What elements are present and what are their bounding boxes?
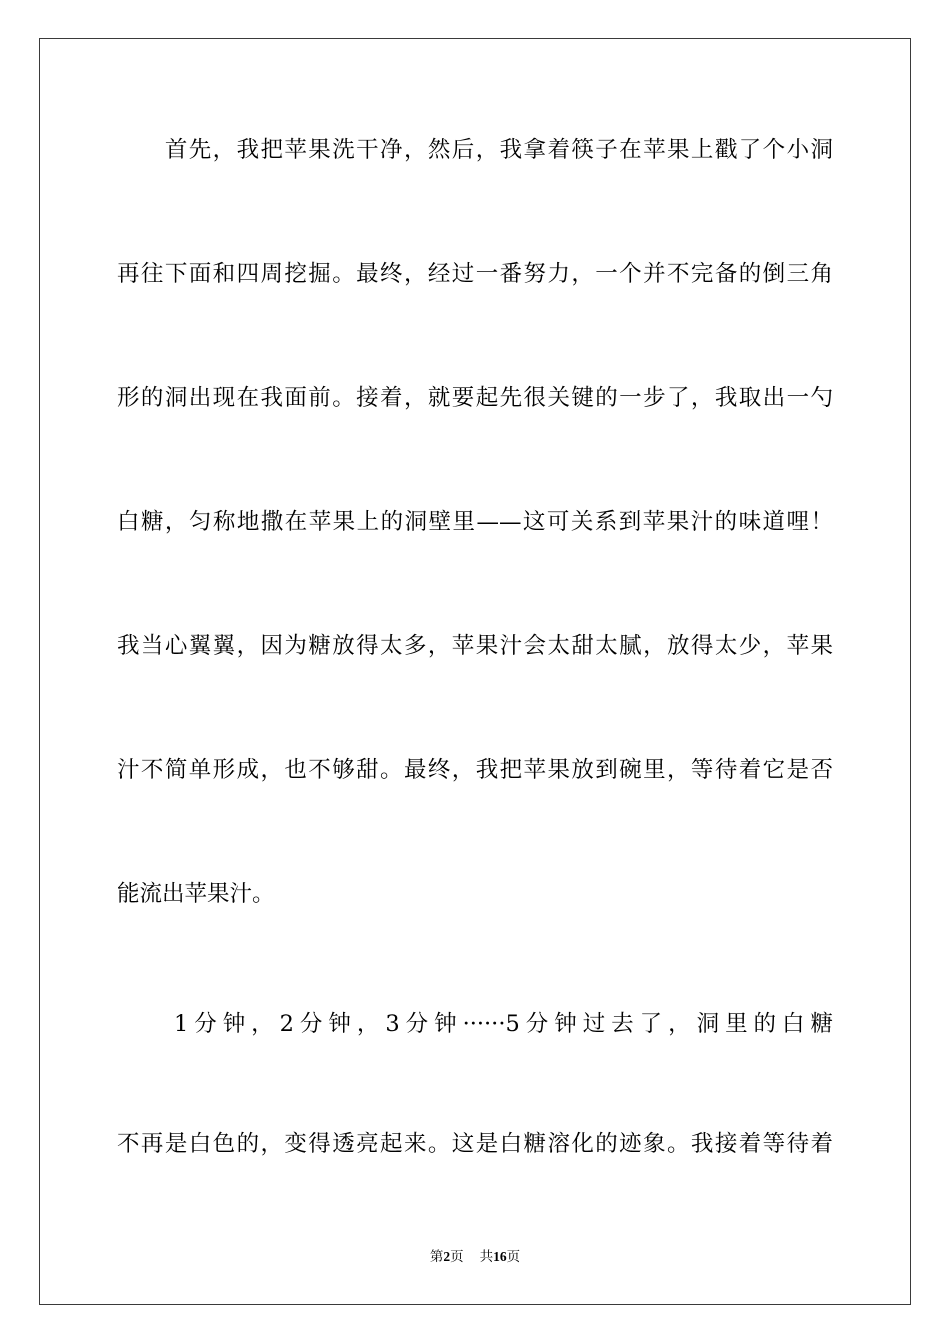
text-line: 首先，我把苹果洗干净，然后，我拿着筷子在苹果上戳了个小洞 [117,137,833,163]
page-footer [0,1248,950,1266]
text-line: 再往下面和四周挖掘。最终，经过一番努力，一个并不完备的倒三角 [117,261,833,287]
text-line: 汁不简单形成，也不够甜。最终，我把苹果放到碗里，等待着它是否 [117,757,833,783]
total-pages-prefix: 共 [479,1249,494,1264]
total-pages-suffix: 页 [506,1249,521,1264]
page-number-prefix: 第 [429,1249,444,1264]
total-pages: 16 [493,1249,507,1264]
text-line: 形的洞出现在我面前。接着，就要起先很关键的一步了，我取出一勺 [117,385,833,411]
text-line: 不再是白色的，变得透亮起来。这是白糖溶化的迹象。我接着等待着 [117,1131,833,1157]
text-line: 白糖，匀称地撒在苹果上的洞壁里——这可关系到苹果汁的味道哩！ [117,509,833,535]
text-line: 能流出苹果汁。 [117,881,275,907]
page-number: 2 [443,1249,451,1264]
page-border [39,38,911,1305]
page-number-suffix: 页 [450,1249,464,1264]
text-line: 我当心翼翼，因为糖放得太多，苹果汁会太甜太腻，放得太少，苹果 [117,633,833,659]
text-line: 1分钟，2分钟，3分钟······5分钟过去了，洞里的白糖 [117,1011,833,1037]
